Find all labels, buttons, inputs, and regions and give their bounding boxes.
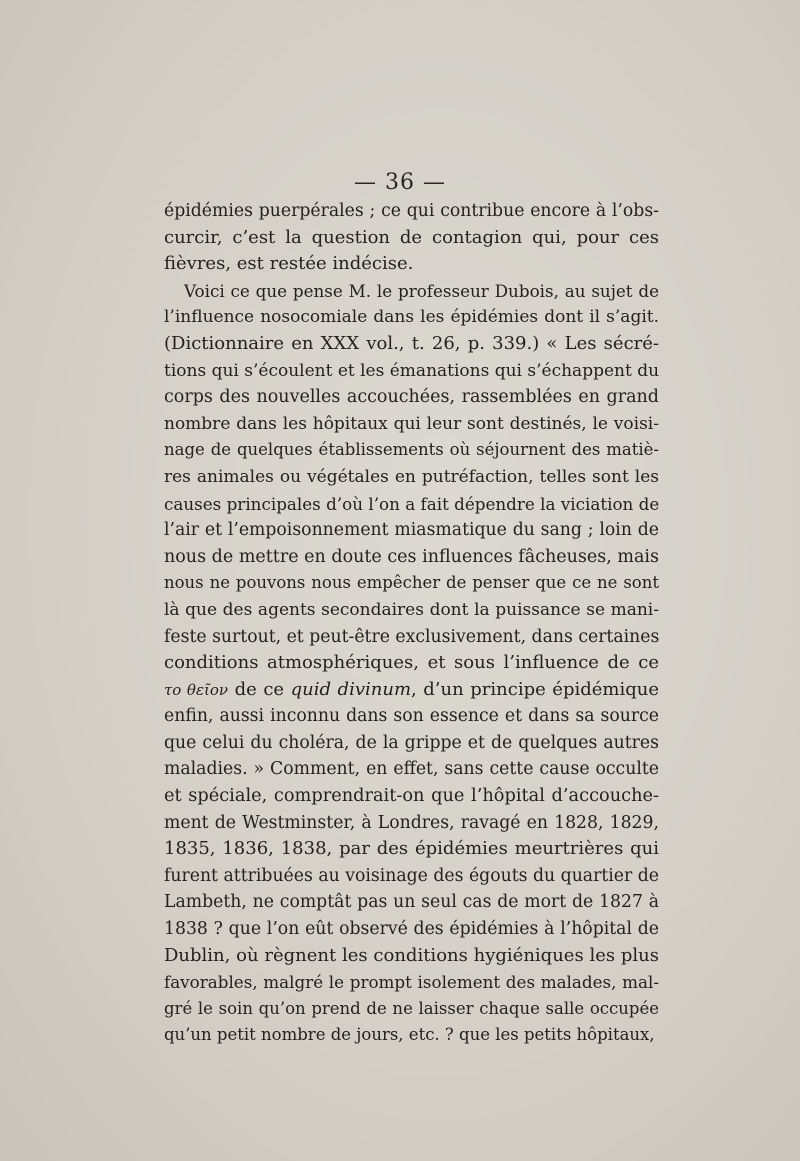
text-line: το θεῖον de ce quid divinum, d’un principe épidémique [164, 678, 659, 700]
text-line: l’influence nosocomiale dans les épidémies dont il s’agit. [164, 307, 659, 328]
text-line: fièvres, est restée indécise. [164, 253, 414, 275]
text-line: enfin, aussi inconnu dans son essence et dans sa source [164, 706, 659, 727]
text-line: ment de Westminster, à Londres, ravagé en 1828, 1829, [164, 812, 659, 833]
text-line: que celui du choléra, de la grippe et de quelques autres [164, 732, 659, 753]
page-number: — 36 — [354, 170, 446, 195]
text-line: causes principales d’où l’on a fait dépendre la viciation de [164, 493, 660, 514]
text-line: (Dictionnaire en XXX vol., t. 26, p. 339.) « Les sécré- [164, 332, 659, 354]
text-line: 1835, 1836, 1838, par des épidémies meurtrières qui [164, 838, 659, 860]
text-line: corps des nouvelles accouchées, rassemblées en grand [164, 387, 659, 408]
text-line: gré le soin qu’on prend de ne laisser chaque salle occupée [164, 998, 659, 1018]
text-line: feste surtout, et peut-être exclusivement, dans certaines [164, 626, 660, 647]
text-line: l’air et l’empoisonnement miasmatique du sang ; loin de [164, 520, 659, 541]
text-line: nage de quelques établissements où séjournent des matiè- [164, 440, 659, 460]
text-line: curcir, c’est la question de contagion qui, pour ces [164, 226, 659, 248]
text-line: Voici ce que pense M. le professeur Dubois, au sujet de [184, 280, 659, 301]
text-line: Lambeth, ne comptât pas un seul cas de mort de 1827 à [164, 892, 659, 913]
text-line: favorables, malgré le prompt isolement des malades, mal- [164, 972, 659, 993]
text-line: là que des agents secondaires dont la puissance se mani- [164, 599, 659, 620]
text-line: nous de mettre en doute ces influences fâcheuses, mais [164, 546, 659, 567]
text-line: maladies. » Comment, en effet, sans cette cause occulte [164, 759, 659, 780]
text-line: 1838 ? que l’on eût observé des épidémies à l’hôpital de [164, 919, 659, 940]
text-line: conditions atmosphériques, et sous l’influence de ce [164, 652, 659, 674]
text-line: et spéciale, comprendrait-on que l’hôpital d’accouche- [164, 786, 659, 807]
text-line: furent attribuées au voisinage des égouts du quartier de [164, 865, 659, 886]
text-line: Dublin, où règnent les conditions hygiéniques les plus [164, 944, 659, 966]
text-line: nous ne pouvons nous empêcher de penser que ce ne sont [164, 573, 659, 593]
text-line: épidémies puerpérales ; ce qui contribue encore à l’obs- [164, 201, 659, 221]
text-line: tions qui s’écoulent et les émanations qui s’échappent du [164, 360, 660, 381]
text-line: res animales ou végétales en putréfaction, telles sont les [164, 466, 659, 487]
text-line: qu’un petit nombre de jours, etc. ? que les petits hôpitaux, [164, 1025, 655, 1045]
body-text [164, 198, 659, 1049]
text-line: nombre dans les hôpitaux qui leur sont destinés, le voisi- [164, 413, 659, 434]
